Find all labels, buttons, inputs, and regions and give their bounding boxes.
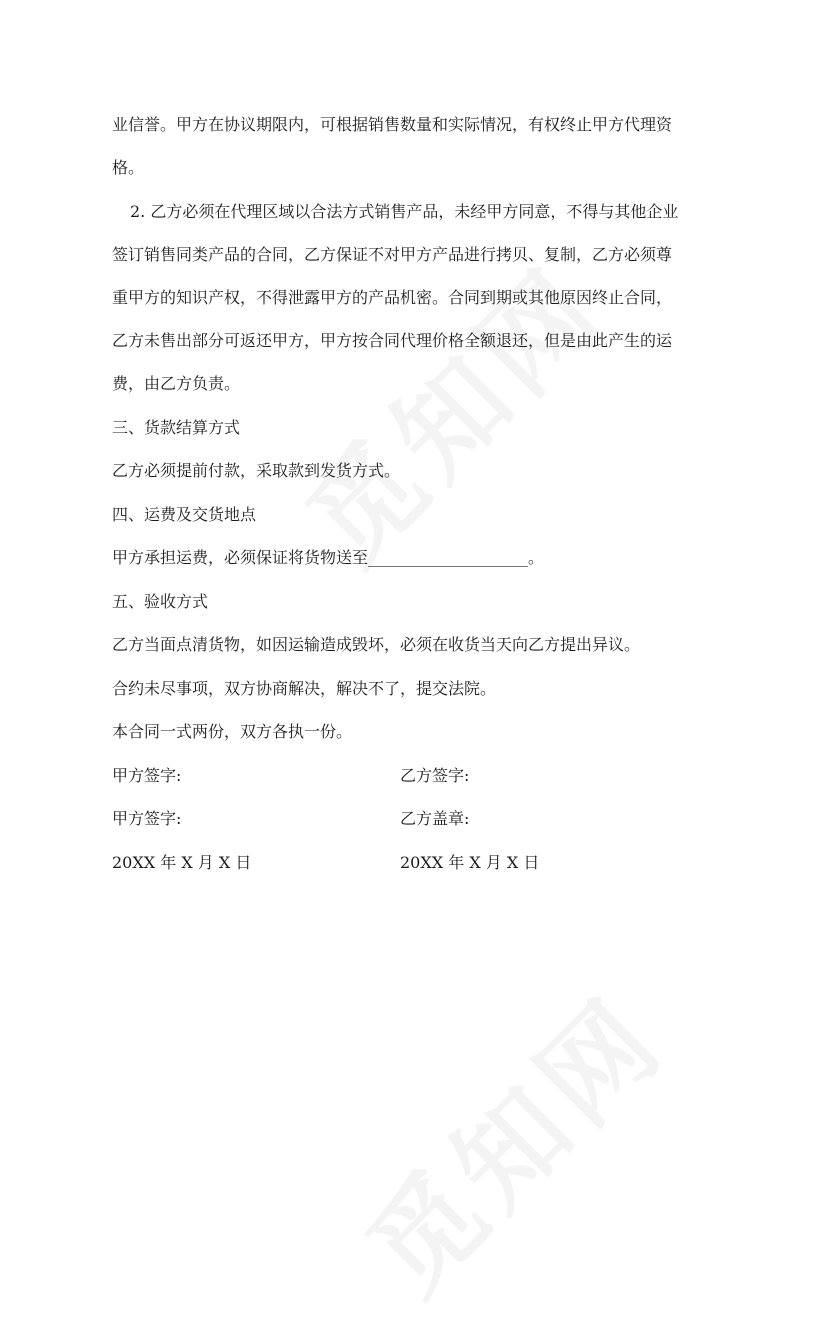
clause-disputes: 合约未尽事项，双方协商解决，解决不了，提交法院。 — [112, 679, 497, 698]
paragraph-line: 重甲方的知识产权，不得泄露甲方的产品机密。合同到期或其他原因终止合同， — [112, 288, 673, 307]
paragraph-line: 业信誉。甲方在协议期限内，可根据销售数量和实际情况，有权终止甲方代理资 — [112, 115, 673, 134]
watermark — [327, 956, 693, 1322]
paragraph-line: 签订销售同类产品的合同，乙方保证不对甲方产品进行拷贝、复制，乙方必须尊 — [112, 245, 673, 264]
party-a-signature-label: 甲方签字: — [112, 809, 182, 828]
paragraph-line: 格。 — [112, 158, 145, 177]
party-b-date: 20XX 年 X 月 X 日 — [400, 853, 540, 872]
section-heading: 五、验收方式 — [112, 592, 209, 611]
section-heading: 三、货款结算方式 — [112, 418, 241, 437]
section-body: 甲方承担运费，必须保证将货物送至____________________。 — [112, 548, 545, 567]
section-heading: 四、运费及交货地点 — [112, 505, 257, 524]
section-body: 乙方当面点清货物，如因运输造成毁坏，必须在收货当天向乙方提出异议。 — [112, 635, 641, 654]
paragraph-line: 乙方未售出部分可返还甲方，甲方按合同代理价格全额退还，但是由此产生的运 — [112, 331, 673, 350]
party-b-seal-label: 乙方盖章: — [400, 809, 470, 828]
party-a-date: 20XX 年 X 月 X 日 — [112, 853, 252, 872]
clause-copies: 本合同一式两份，双方各执一份。 — [112, 722, 353, 741]
section-body: 乙方必须提前付款，采取款到发货方式。 — [112, 461, 401, 480]
party-a-signature-label: 甲方签字: — [112, 766, 182, 785]
party-b-signature-label: 乙方签字: — [400, 766, 470, 785]
paragraph-line: 2. 乙方必须在代理区域以合法方式销售产品，未经甲方同意，不得与其他企业 — [130, 202, 679, 221]
paragraph-line: 费，由乙方负责。 — [112, 374, 241, 393]
watermark — [267, 226, 633, 592]
